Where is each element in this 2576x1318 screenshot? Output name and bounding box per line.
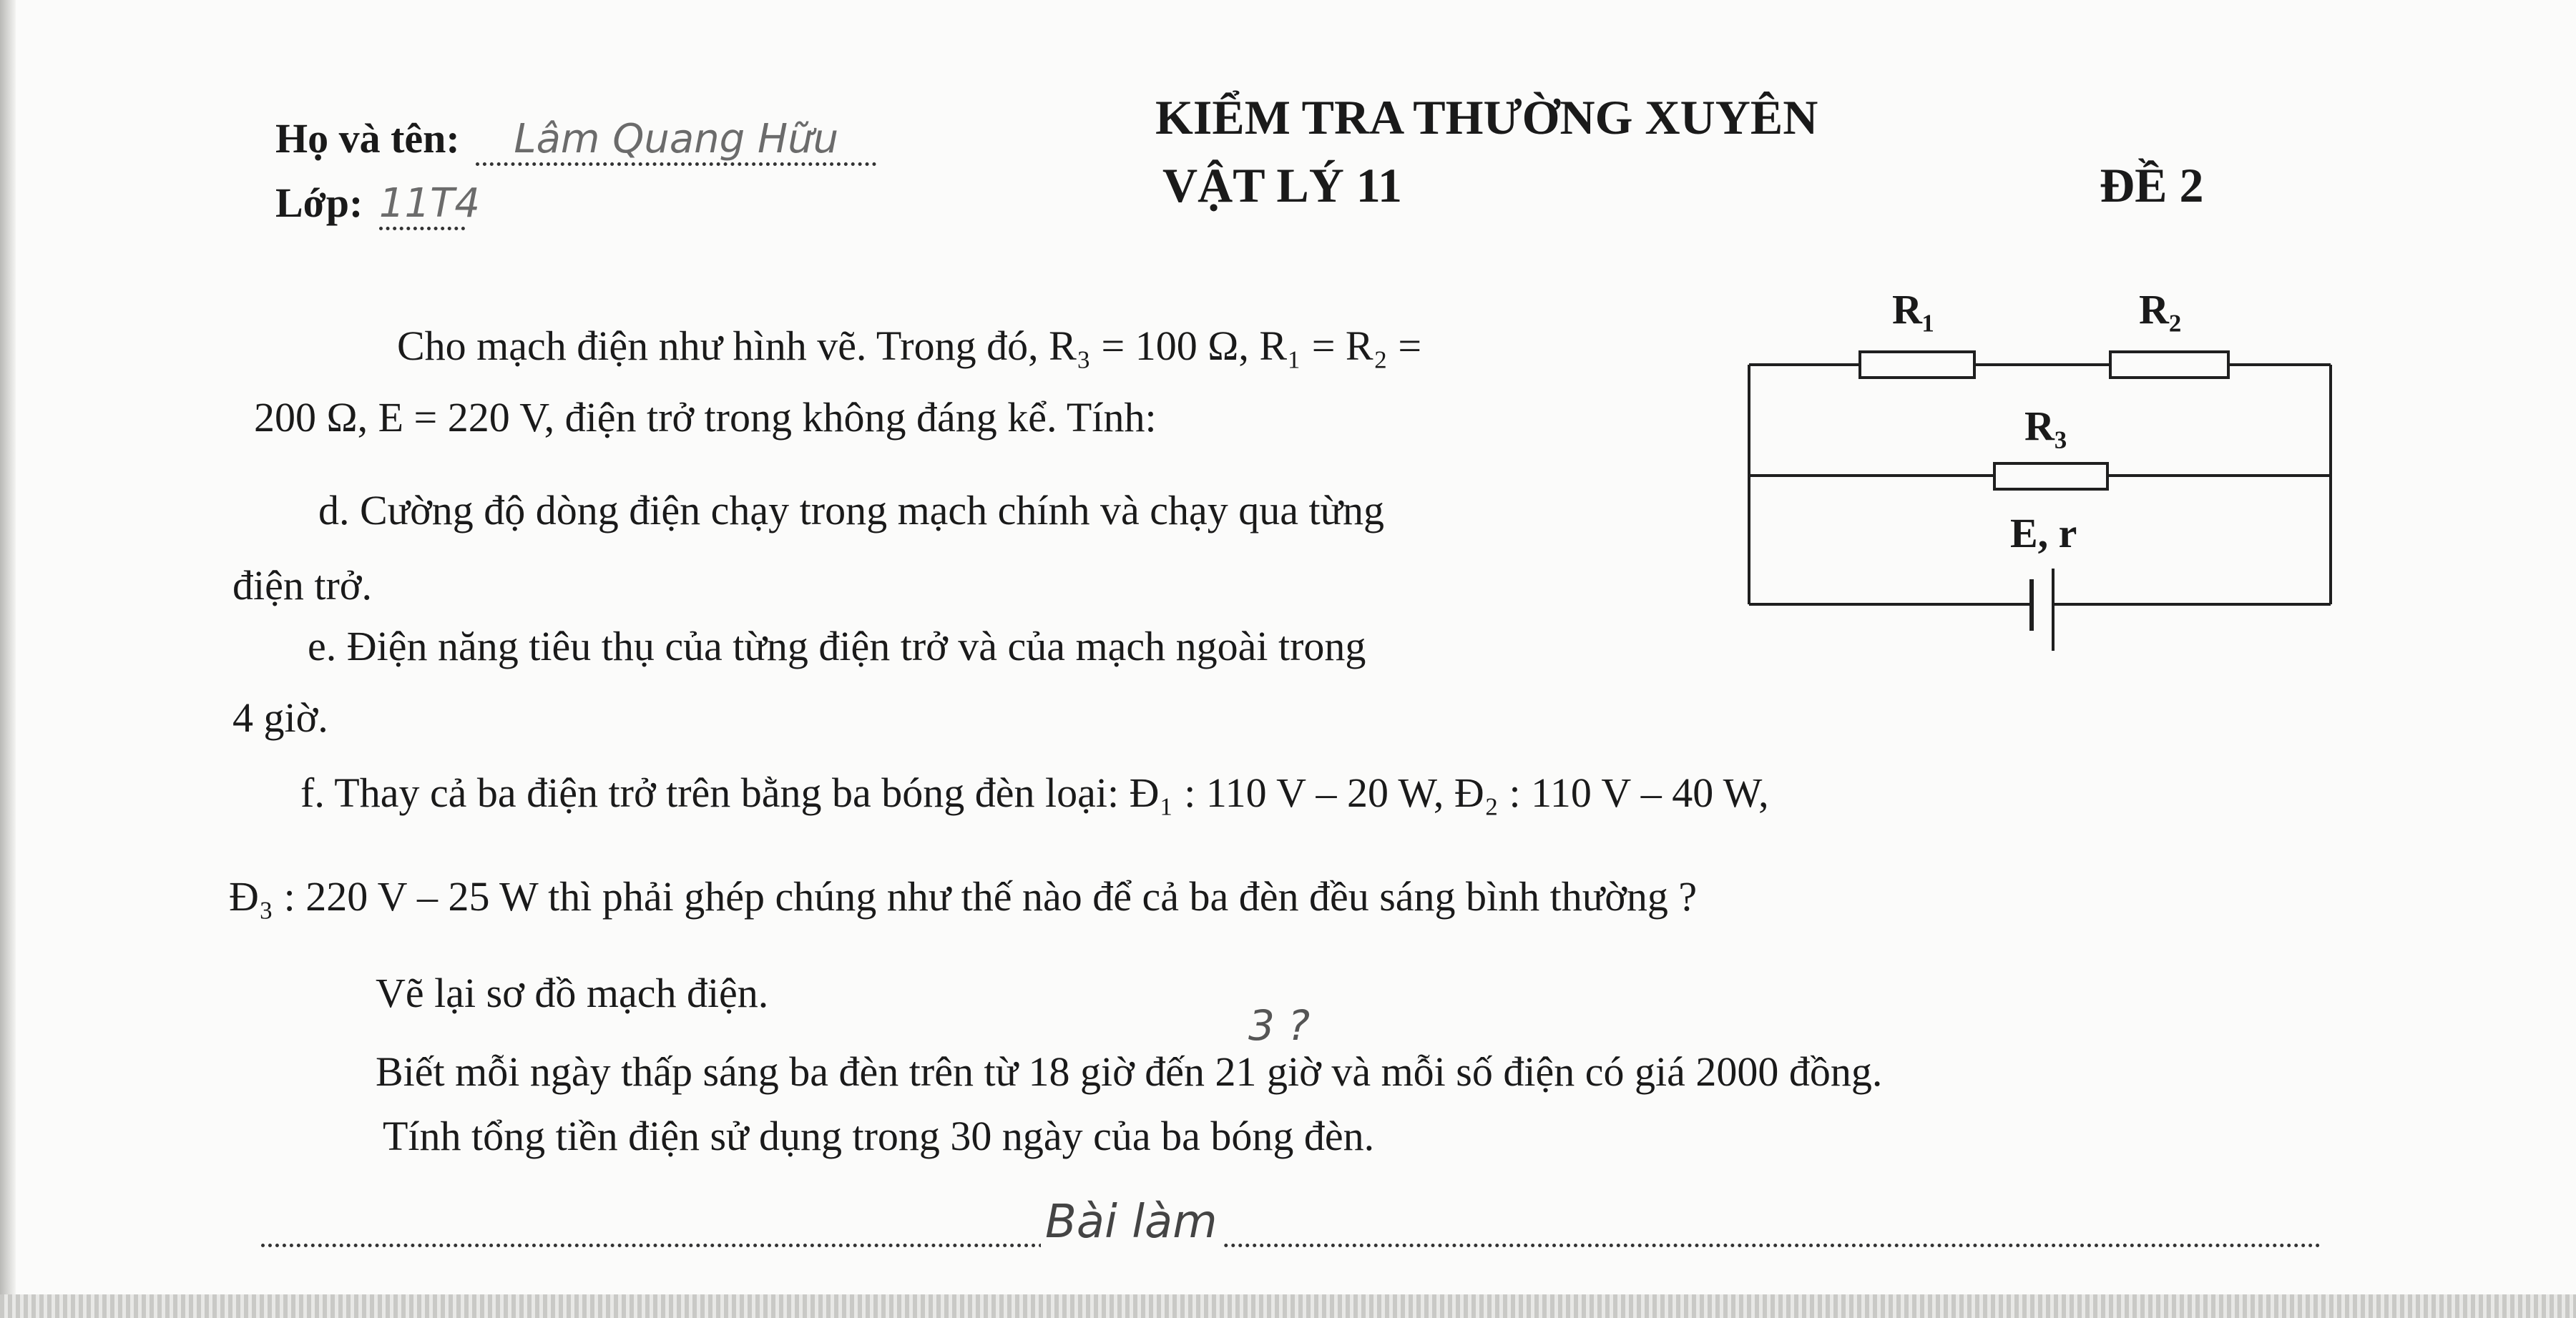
label-r2: R₂ — [2139, 286, 2182, 333]
class-row — [275, 179, 480, 230]
question-e-line-1: e. Điện năng tiêu thụ của từng điện trở và của mạch ngoài trong — [308, 623, 1366, 669]
label-r3: R₃ — [2024, 403, 2067, 449]
name-row — [275, 114, 876, 166]
answer-label-handwritten: Bài làm — [1041, 1196, 1222, 1249]
scan-bottom-edge — [0, 1294, 2576, 1318]
question-f-line-2: Đ₃ : 220 V – 25 W thì phải ghép chúng như thế nào để cả ba đèn đều sáng bình thường ? — [229, 873, 1698, 920]
student-name-handwritten: Lâm Quang Hữu — [476, 116, 876, 166]
label-source: E, r — [2010, 510, 2077, 556]
question-d-line-1: d. Cường độ dòng điện chạy trong mạch chính và chạy qua từng — [318, 487, 1385, 533]
answer-line — [261, 1196, 2321, 1251]
resistor-r2 — [2110, 352, 2228, 378]
intro-line-2: 200 Ω, E = 220 V, điện trở trong không đáng kể. Tính: — [254, 394, 1157, 441]
subject-title: VẬT LÝ 11 — [1162, 158, 1403, 212]
label-r1: R₁ — [1892, 286, 1935, 333]
class-label: Lớp: — [275, 179, 363, 226]
page-edge-shadow — [0, 0, 16, 1318]
handwritten-note: 3 ? — [1248, 1001, 1311, 1050]
sub-task-1: Vẽ lại sơ đồ mạch điện. — [376, 970, 769, 1016]
question-d-line-2: điện trở. — [232, 562, 372, 609]
resistor-r3 — [1994, 463, 2107, 489]
dotted-rule — [261, 1244, 2321, 1247]
exam-code: ĐỀ 2 — [2100, 158, 2204, 212]
sub-task-2: Biết mỗi ngày thấp sáng ba đèn trên từ 18 giờ đến 21 giờ và mỗi số điện có giá 2000 đồng. — [376, 1048, 1883, 1095]
name-label: Họ và tên: — [275, 115, 460, 162]
intro-line-1: Cho mạch điện như hình vẽ. Trong đó, R₃ = 100 Ω, R₁ = R₂ = — [397, 323, 1422, 369]
student-class-handwritten: 11T4 — [379, 180, 465, 230]
sub-task-3: Tính tổng tiền điện sử dụng trong 30 ngày của ba bóng đèn. — [383, 1113, 1375, 1159]
exam-title: KIỂM TRA THƯỜNG XUYÊN — [1155, 90, 1818, 144]
resistor-r1 — [1860, 352, 1974, 378]
circuit-diagram — [1745, 286, 2361, 658]
question-e-line-2: 4 giờ. — [232, 694, 328, 741]
question-f-line-1: f. Thay cả ba điện trở trên bằng ba bóng đèn loại: Đ₁ : 110 V – 20 W, Đ₂ : 110 V – 40 W, — [300, 769, 1769, 816]
